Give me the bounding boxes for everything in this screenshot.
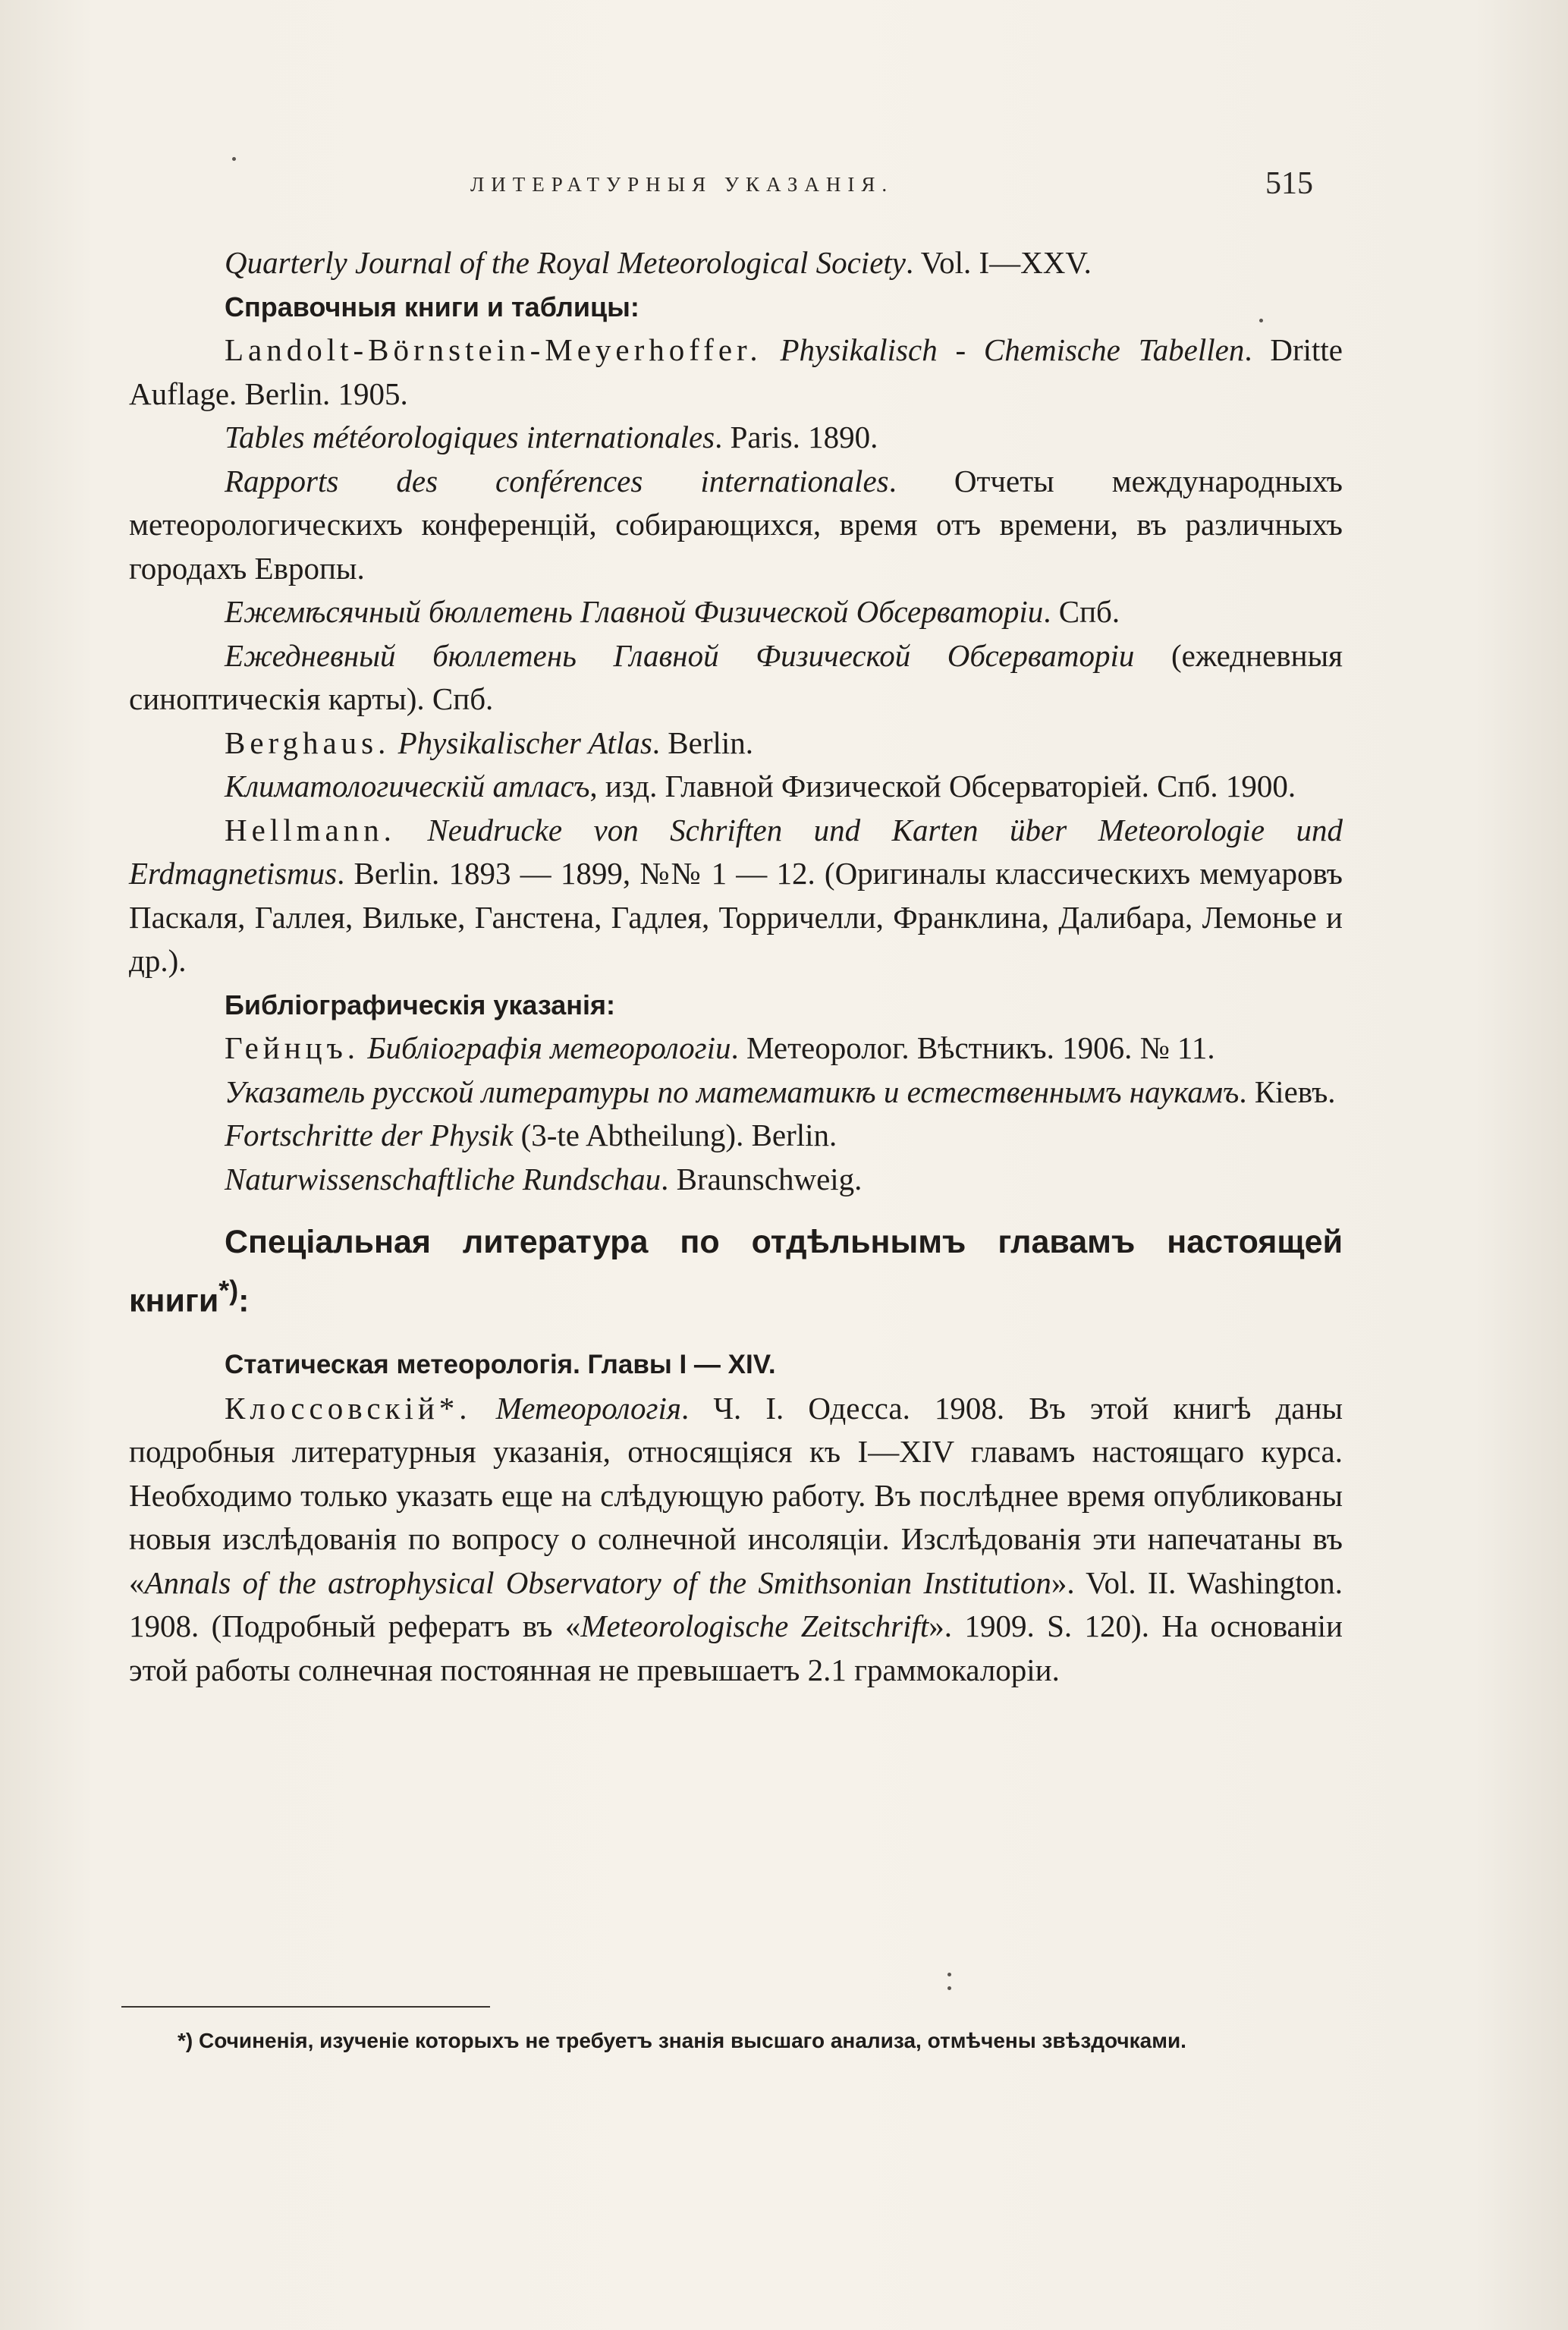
section-heading-reference-books: Справочныя книги и таблицы: <box>225 291 639 322</box>
print-speck <box>232 157 236 161</box>
entry-daily-bulletin: Ежедневный бюллетень Главной Физической Обсерваторіи (ежедневныя синоптическія карты). Спб. <box>129 637 1343 716</box>
print-speck <box>947 1986 951 1990</box>
entry-berghaus: Berghaus. Physikalischer Atlas. Berlin. <box>225 725 754 760</box>
entry-hellmann: Hellmann. Neudrucke von Schriften und Karten über Meteorologie und Erdmagnetismus. Berlin. 1893 — 1899, №№ 1 — 12. (Оригиналы классическихъ мемуаровъ Паскаля, Галлея, Вильке, Ганстена, Гадлея, Торричелли, Франклина, Далибара, Лемонье и др.). <box>129 812 1343 978</box>
entry-fortschritte: Fortschritte der Physik (3-te Abtheilung). Berlin. <box>225 1118 837 1152</box>
running-title: ЛИТЕРАТУРНЫЯ УКАЗАНІЯ. <box>470 173 894 196</box>
subsection-heading-static-meteorology: Статическая метеорологія. Главы I — XIV. <box>225 1350 776 1380</box>
footnote-marker: *) <box>218 1275 239 1306</box>
entry-landolt: Landolt-Börnstein-Meyerhoffer. Physikalisch - Chemische Tabellen. Dritte Auflage. Berlin. 1905. <box>129 332 1343 411</box>
section-heading-bibliography: Библіографическія указанія: <box>225 989 616 1020</box>
entry-tables-meteorologiques: Tables météorologiques internationales. Paris. 1890. <box>225 420 878 454</box>
entry-monthly-bulletin: Ежемѣсячный бюллетень Главной Физической Обсерваторіи. Спб. <box>225 594 1120 629</box>
entry-klossovsky: Клоссовскій*. Метеорологія. Ч. I. Одесса. 1908. Въ этой книгѣ даны подробныя литературныя указанія, относящіяся къ I—XIV главамъ настоящаго курса. Необходимо только указать еще на слѣдующую работу. Въ послѣднее время опубликованы новыя изслѣдованія по вопросу о солнечной инсоляціи. Изслѣдованія эти напечатаны въ «Annals of the astrophysical Observatory of the Smithsonian Institution». Vol. II. Washington. 1908. (Подробный рефератъ въ «Meteorologische Zeitschrift». 1909. S. 120). На основаніи этой работы солнечная постоянная не превышаетъ 2.1 граммокалоріи. <box>129 1390 1343 1687</box>
section-heading-special-literature: Спеціальная литература по отдѣльнымъ главамъ настоящей книги*): <box>129 1224 1343 1319</box>
footnote-separator <box>121 2006 490 2008</box>
print-speck <box>947 1973 951 1976</box>
entry-rundschau: Naturwissenschaftliche Rundschau. Braunschweig. <box>225 1161 863 1196</box>
footnote: *) Сочиненія, изученіе которыхъ не требуетъ знанія высшаго анализа, отмѣчены звѣздочками. <box>178 2029 1186 2052</box>
page-body <box>129 241 1343 1692</box>
entry-russian-index: Указатель русской литературы по математикѣ и естественнымъ наукамъ. Кіевъ. <box>225 1074 1336 1109</box>
page-number: 515 <box>1265 166 1313 201</box>
entry-quarterly-journal: Quarterly Journal of the Royal Meteorological Society. Vol. I—XXV. <box>225 245 1092 280</box>
entry-climate-atlas: Климатологическій атласъ, изд. Главной Физической Обсерваторіей. Спб. 1900. <box>225 769 1296 803</box>
entry-geinz: Гейнцъ. Библіографія метеорологіи. Метеоролог. Вѣстникъ. 1906. № 11. <box>225 1030 1215 1065</box>
entry-rapports: Rapports des conférences internationales. Отчеты международныхъ метеорологическихъ конференцій, собирающихся, время отъ времени, въ различныхъ городахъ Европы. <box>129 463 1343 586</box>
